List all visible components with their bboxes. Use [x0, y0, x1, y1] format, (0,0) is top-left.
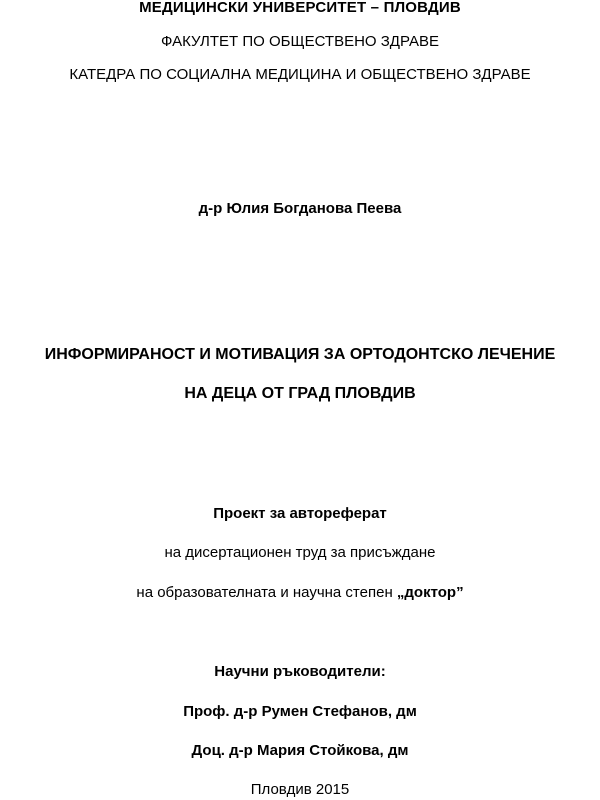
supervisor-name: Доц. д-р Мария Стойкова, дм — [191, 742, 409, 759]
place-and-year: Пловдив 2015 — [250, 781, 350, 798]
project-description-line-2 — [0, 585, 600, 600]
project-description-line-1: на дисертационен труд за присъждане — [164, 544, 436, 561]
author-name: д-р Юлия Богданова Пеева — [198, 200, 402, 217]
supervisor-name: Проф. д-р Румен Стефанов, дм — [183, 703, 417, 720]
university-name: МЕДИЦИНСКИ УНИВЕРСИТЕТ – ПЛОВДИВ — [139, 0, 461, 16]
dissertation-title-line-1: ИНФОРМИРАНОСТ И МОТИВАЦИЯ ЗА ОРТОДОНТСКО ЛЕЧЕНИЕ — [44, 346, 556, 363]
supervisors-heading: Научни ръководители: — [214, 663, 386, 680]
faculty-name: ФАКУЛТЕТ ПО ОБЩЕСТВЕНО ЗДРАВЕ — [161, 33, 439, 50]
department-name: КАТЕДРА ПО СОЦИАЛНА МЕДИЦИНА И ОБЩЕСТВЕНО ЗДРАВЕ — [69, 66, 531, 83]
project-description-prefix: на образователната и научна степен — [136, 584, 397, 601]
degree-name: „доктор” — [396, 584, 464, 601]
dissertation-title-line-2: НА ДЕЦА ОТ ГРАД ПЛОВДИВ — [184, 385, 416, 402]
project-heading: Проект за автореферат — [213, 505, 387, 522]
